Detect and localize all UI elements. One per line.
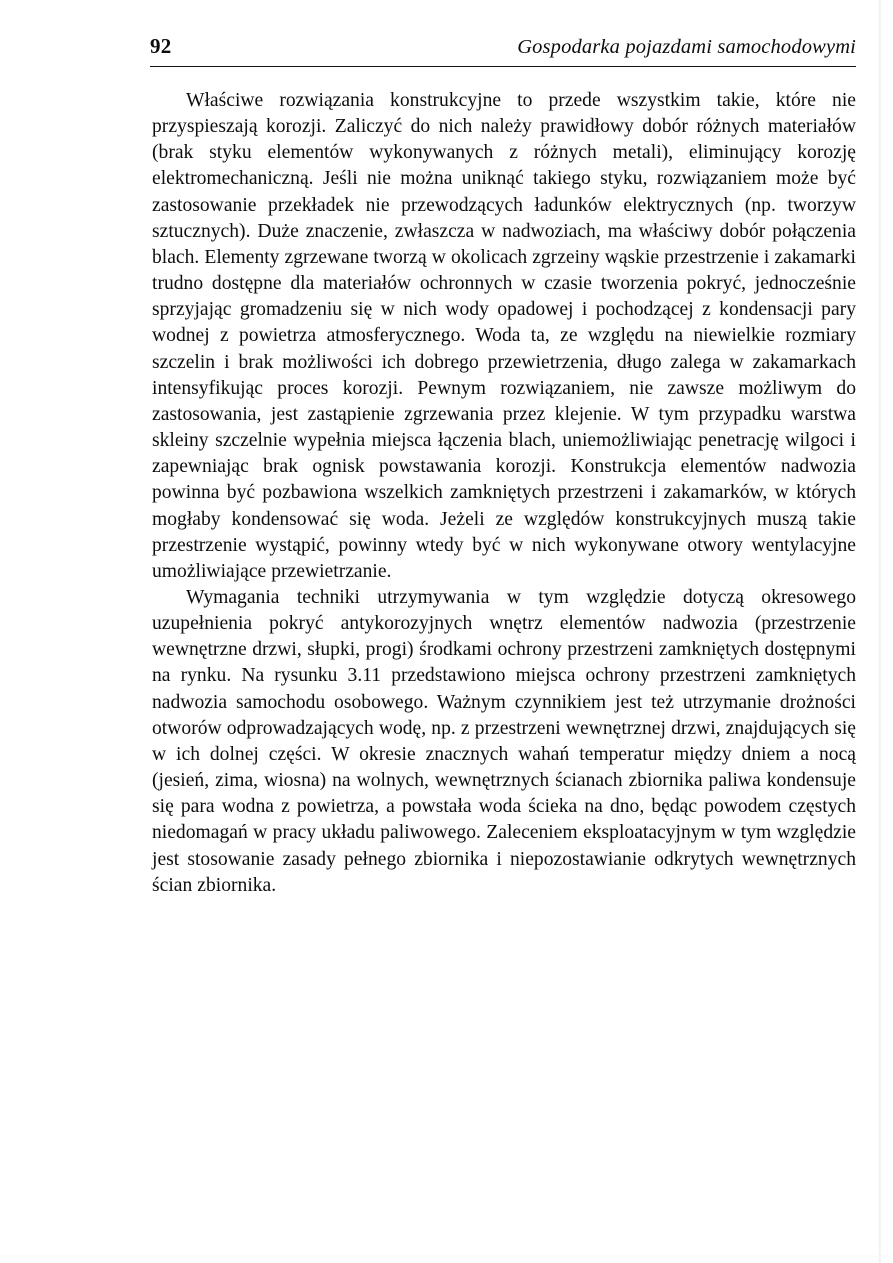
- scan-edge-bottom-artifact: [0, 1255, 893, 1257]
- header-divider-rule: [150, 66, 856, 67]
- page-number: 92: [150, 34, 172, 58]
- body-paragraph-2: Wymagania techniki utrzymywania w tym względzie dotyczą okresowego uzupełnienia pokryć antykorozyjnych wnętrz elementów nadwozia (przestrzenie wewnętrzne drzwi, słupki, progi) środkami ochrony przestrzeni zamkniętych dostępnymi na rynku. Na rysunku 3.11 przedstawiono miejsca ochrony przestrzeni zamkniętych nadwozia samochodu osobowego. Ważnym czynnikiem jest też utrzymanie drożności otworów odprowadzających wodę, np. z przestrzeni wewnętrznej drzwi, znajdujących się w ich dolnej części. W okresie znacznych wahań temperatur między dniem a nocą (jesień, zima, wiosna) na wolnych, wewnętrznych ścianach zbiornika paliwa kondensuje się para wodna z powietrza, a powstała woda ścieka na dno, będąc powodem częstych niedomagań w pracy układu paliwowego. Zaleceniem eksploatacyjnym w tym względzie jest stosowanie zasady pełnego zbiornika i niepozostawianie odkrytych wewnętrznych ścian zbiornika.: [152, 586, 856, 896]
- running-header: [150, 36, 856, 58]
- body-text-column: [152, 88, 856, 899]
- body-paragraph-1: Właściwe rozwiązania konstrukcyjne to przede wszystkim takie, które nie przyspieszają korozji. Zaliczyć do nich należy prawidłowy dobór różnych materiałów (brak styku elementów wykonywanych z różnych metali), eliminujący korozję elektromechaniczną. Jeśli nie można uniknąć takiego styku, rozwiązaniem może być zastosowanie przekładek nie przewodzących ładunków elektrycznych (np. tworzyw sztucznych). Duże znaczenie, zwłaszcza w nadwoziach, ma właściwy dobór połączenia blach. Elementy zgrzewane tworzą w okolicach zgrzeiny wąskie przestrzenie i zakamarki trudno dostępne dla materiałów ochronnych w czasie tworzenia pokryć, jednocześnie sprzyjając gromadzeniu się w nich wody opadowej i pochodzącej z kondensacji pary wodnej z powietrza atmosferycznego. Woda ta, ze względu na niewielkie rozmiary szczelin i brak możliwości ich dobrego przewietrzenia, długo zalega w zakamarkach intensyfikując proces korozji. Pewnym rozwiązaniem, nie zawsze możliwym do zastosowania, jest zastąpienie zgrzewania przez klejenie. W tym przypadku warstwa skleiny szczelnie wypełnia miejsca łączenia blach, uniemożliwiając penetrację wilgoci i zapewniając brak ognisk powstawania korozji. Konstrukcja elementów nadwozia powinna być pozbawiona wszelkich zamkniętych przestrzeni i zakamarków, w których mogłaby kondensować się woda. Jeżeli ze względów konstrukcyjnych muszą takie przestrzenie wystąpić, powinny wtedy być w nich wykonywane otwory wentylacyjne umożliwiające przewietrzanie.: [152, 90, 856, 582]
- running-head-title: Gospodarka pojazdami samochodowymi: [517, 36, 856, 58]
- scan-edge-artifact: [878, 0, 881, 1263]
